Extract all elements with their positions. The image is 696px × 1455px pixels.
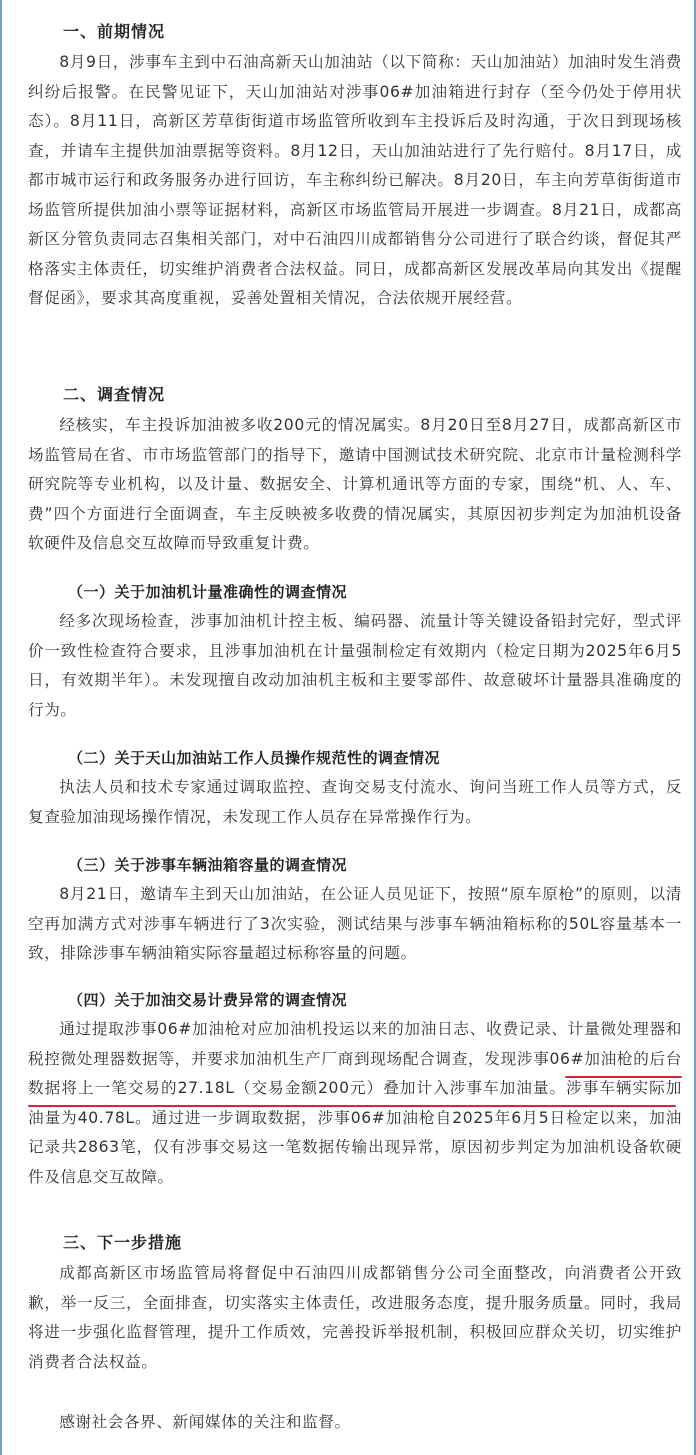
- sub1-heading: （一）关于加油机计量准确性的调查情况: [68, 583, 348, 601]
- closing-paragraph: 感谢社会各界、新闻媒体的关注和监督。: [59, 1413, 351, 1431]
- section3-heading: 三、下一步措施: [63, 1233, 183, 1252]
- sub3-paragraph: 8月21日，邀请车主到天山加油站，在公证人员见证下，按照“原车原枪”的原则，以清空再加满方式对涉事车辆进行了3次实验，测试结果与涉事车辆油箱标称的50L容量基本一致，排除涉事车辆油箱实际容量超过标称容量的问题。: [28, 885, 682, 962]
- section2-paragraph: 经核实，车主投诉加油被多收200元的情况属实。8月20日至8月27日，成都高新区市场监管局在省、市市场监管部门的指导下，邀请中国测试技术研究院、北京市计量检测科学研究院等专业机构，以及计量、数据安全、计算机通讯等方面的专家，围绕“机、人、车、费”四个方面进行全面调查，车主反映被多收费的情况属实，其原因初步判定为加油机设备软硬件及信息交互故障而导致重复计费。: [28, 416, 682, 552]
- sub4-paragraph: 通过提取涉事06#加油枪对应加油机投运以来的加油日志、收费记录、计量微处理器和税控微处理器数据等，并要求加油机生产厂商到现场配合调查，发现涉事06#加油枪的后台数据将上一笔交易的27.18L（交易金额200元）叠加计入涉事车加油量。涉事车辆实际加油量为40.78L。通过进一步调取数据，涉事06#加油枪自2025年6月5日检定以来，加油记录共2863笔，仅有涉事交易这一笔数据传输出现异常，原因初步判定为加油机设备软硬件及信息交互故障。: [28, 1020, 682, 1186]
- highlight-underline: [565, 1076, 682, 1078]
- section1-paragraph: 8月9日，涉事车主到中石油高新天山加油站（以下简称：天山加油站）加油时发生消费纠纷后报警。在民警见证下，天山加油站对涉事06#加油箱进行封存（至今仍处于停用状态）。8月11日，高新区芳草街街道市场监管所收到车主投诉后及时沟通，于次日到现场核查，并请车主提供加油票据等资料。8月12日，天山加油站进行了先行赔付。8月17日，成都市城市运行和政务服务办进行回访，车主称纠纷已解决。8月20日，车主向芳草街街道市场监管所提供加油小票等证据材料，高新区市场监管局开展进一步调查。8月21日，成都高新区分管负责同志召集相关部门，对中石油四川成都销售分公司进行了联合约谈，督促其严格落实主体责任，切实维护消费者合法权益。同日，成都高新区发展改革局向其发出《提醒督促函》，要求其高度重视，妥善处置相关情况，合法依规开展经营。: [28, 53, 682, 307]
- section3-paragraph: 成都高新区市场监管局将督促中石油四川成都销售分公司全面整改，向消费者公开致歉，举一反三，全面排查，切实落实主体责任，改进服务态度，提升服务质量。同时，我局将进一步强化监督管理，提升工作质效，完善投诉举报机制，积极回应群众关切，切实维护消费者合法权益。: [28, 1264, 682, 1371]
- section2-heading: 二、调查情况: [63, 385, 166, 404]
- sub2-heading: （二）关于天山加油站工作人员操作规范性的调查情况: [68, 749, 441, 767]
- section1-heading: 一、前期情况: [63, 22, 166, 41]
- sub4-heading: （四）关于加油交易计费异常的调查情况: [68, 991, 348, 1009]
- sub2-paragraph: 执法人员和技术专家通过调取监控、查询交易支付流水、询问当班工作人员等方式，反复查验加油现场操作情况，未发现工作人员存在异常操作行为。: [28, 778, 682, 826]
- sub1-paragraph: 经多次现场检查，涉事加油机计控主板、编码器、流量计等关键设备铅封完好，型式评价一致性检查符合要求，且涉事加油机在计量强制检定有效期内（检定日期为2025年6月5日，有效期半年）。未发现擅自改动加油机主板和主要零部件、故意破坏计量器具准确度的行为。: [28, 612, 682, 719]
- sub3-heading: （三）关于涉事车辆油箱容量的调查情况: [68, 856, 348, 874]
- highlight-underline: [28, 1105, 676, 1107]
